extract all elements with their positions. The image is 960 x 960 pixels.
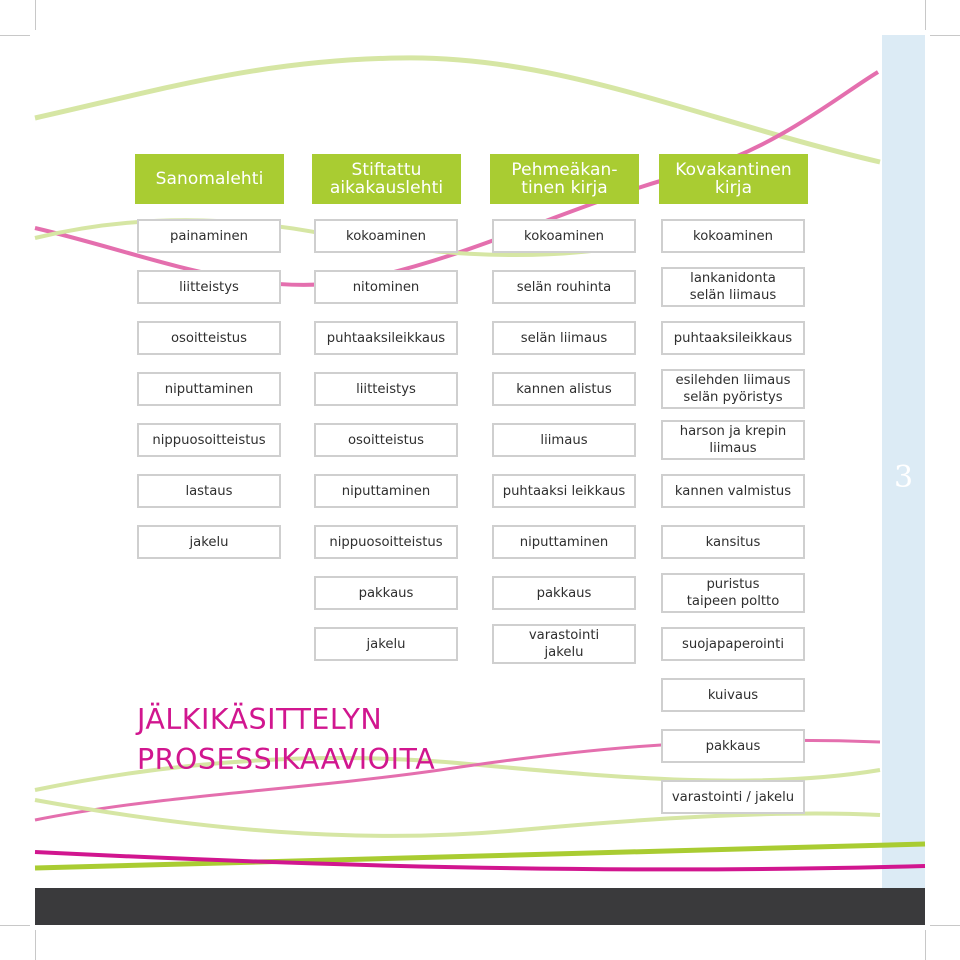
process-step: niputtaminen <box>314 474 458 508</box>
page-title: JÄLKIKÄSITTELYN PROSESSIKAAVIOITA <box>137 703 436 776</box>
process-step: lankanidonta selän liimaus <box>661 267 805 307</box>
process-step: lastaus <box>137 474 281 508</box>
process-step: jakelu <box>314 627 458 661</box>
process-step: niputtaminen <box>137 372 281 406</box>
column-header: Kovakantinen kirja <box>659 154 808 204</box>
process-step: niputtaminen <box>492 525 636 559</box>
process-step: suojapaperointi <box>661 627 805 661</box>
process-step: nippuosoitteistus <box>137 423 281 457</box>
process-step: kannen valmistus <box>661 474 805 508</box>
process-step: puristus taipeen poltto <box>661 573 805 613</box>
process-step: osoitteistus <box>137 321 281 355</box>
process-step: osoitteistus <box>314 423 458 457</box>
process-step: kokoaminen <box>314 219 458 253</box>
process-step: varastointi jakelu <box>492 624 636 664</box>
column-header: Sanomalehti <box>135 154 284 204</box>
process-step: kokoaminen <box>492 219 636 253</box>
process-step: esilehden liimaus selän pyöristys <box>661 369 805 409</box>
process-step: puhtaaksileikkaus <box>314 321 458 355</box>
process-step: puhtaaksi leikkaus <box>492 474 636 508</box>
process-step: harson ja krepin liimaus <box>661 420 805 460</box>
process-step: jakelu <box>137 525 281 559</box>
process-step: painaminen <box>137 219 281 253</box>
process-step: liitteistys <box>314 372 458 406</box>
process-step: selän liimaus <box>492 321 636 355</box>
process-step: liitteistys <box>137 270 281 304</box>
process-step: kuivaus <box>661 678 805 712</box>
process-step: pakkaus <box>492 576 636 610</box>
process-step: nitominen <box>314 270 458 304</box>
process-step: pakkaus <box>661 729 805 763</box>
wave-light-green-top <box>35 58 880 162</box>
process-step: kansitus <box>661 525 805 559</box>
column-header: Stiftattu aikakauslehti <box>312 154 461 204</box>
wave-green-bottom <box>35 844 925 868</box>
page-number: 3 <box>893 460 914 495</box>
process-step: varastointi / jakelu <box>661 780 805 814</box>
process-step: puhtaaksileikkaus <box>661 321 805 355</box>
column-header: Pehmeäkan- tinen kirja <box>490 154 639 204</box>
process-step: liimaus <box>492 423 636 457</box>
process-step: kokoaminen <box>661 219 805 253</box>
process-step: selän rouhinta <box>492 270 636 304</box>
process-step: nippuosoitteistus <box>314 525 458 559</box>
bottom-band <box>35 888 925 925</box>
process-step: pakkaus <box>314 576 458 610</box>
process-step: kannen alistus <box>492 372 636 406</box>
